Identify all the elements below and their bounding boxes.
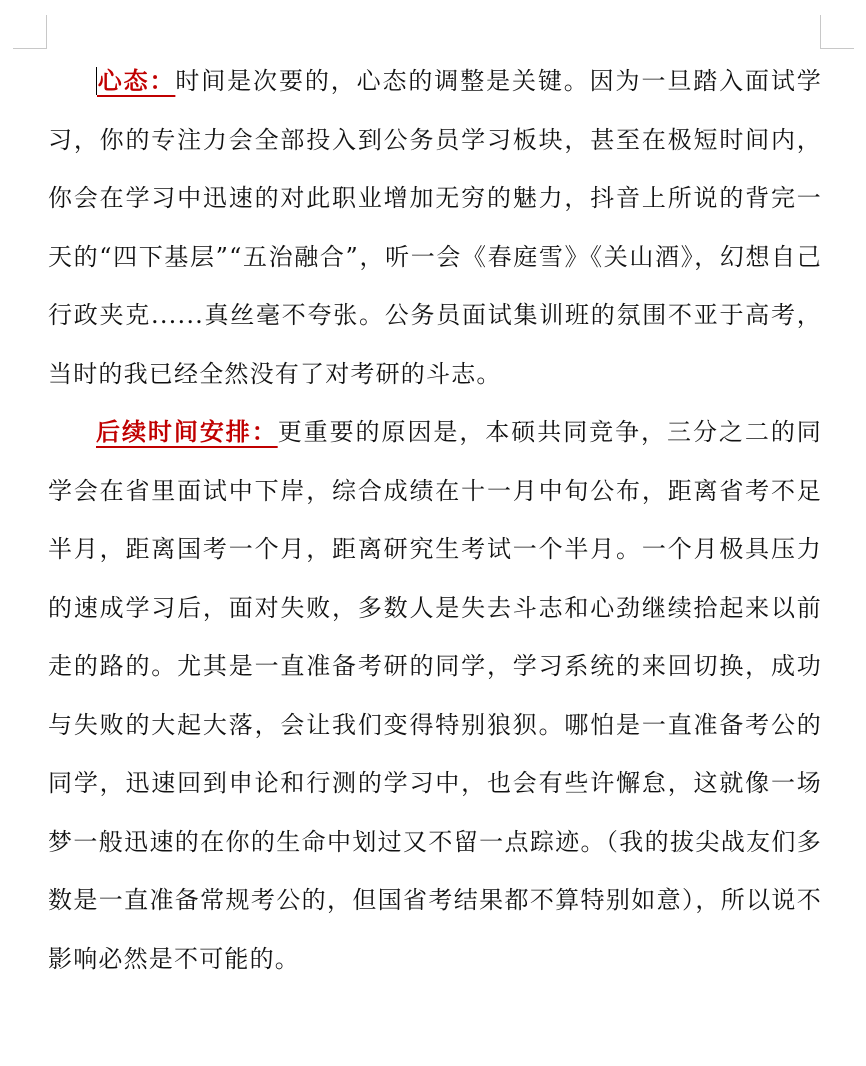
- paragraph-mindset[interactable]: [48, 52, 822, 403]
- paragraph-heading-schedule: 后续时间安排：: [96, 417, 278, 446]
- paragraph-text-mindset: 时间是次要的，心态的调整是关键。因为一旦踏入面试学习，你的专注力会全部投入到公务员学习板块，甚至在极短时间内，你会在学习中迅速的对此职业增加无穷的魅力，抖音上所说的背完一天的“四下基层”“五治融合”，听一会《春庭雪》《关山酒》，幻想自己行政夹克......真丝毫不夸张。公务员面试集训班的氛围不亚于高考，当时的我已经全然没有了对考研的斗志。: [48, 67, 822, 388]
- paragraph-schedule[interactable]: [48, 403, 822, 988]
- page-corner-mark-top-right: [820, 15, 854, 49]
- document-body[interactable]: [48, 52, 822, 988]
- paragraph-text-schedule: 更重要的原因是，本硕共同竞争，三分之二的同学会在省里面试中下岸，综合成绩在十一月中旬公布，距离省考不足半月，距离国考一个月，距离研究生考试一个半月。一个月极具压力的速成学习后，面对失败，多数人是失去斗志和心劲继续拾起来以前走的路的。尤其是一直准备考研的同学，学习系统的来回切换，成功与失败的大起大落，会让我们变得特别狼狈。哪怕是一直准备考公的同学，迅速回到申论和行测的学习中，也会有些许懈怠，这就像一场梦一般迅速的在你的生命中划过又不留一点踪迹。（我的拔尖战友们多数是一直准备常规考公的，但国省考结果都不算特别如意），所以说不影响必然是不可能的。: [48, 418, 822, 973]
- page-corner-mark-top-left: [13, 15, 47, 49]
- paragraph-heading-mindset: 心态：: [97, 66, 176, 95]
